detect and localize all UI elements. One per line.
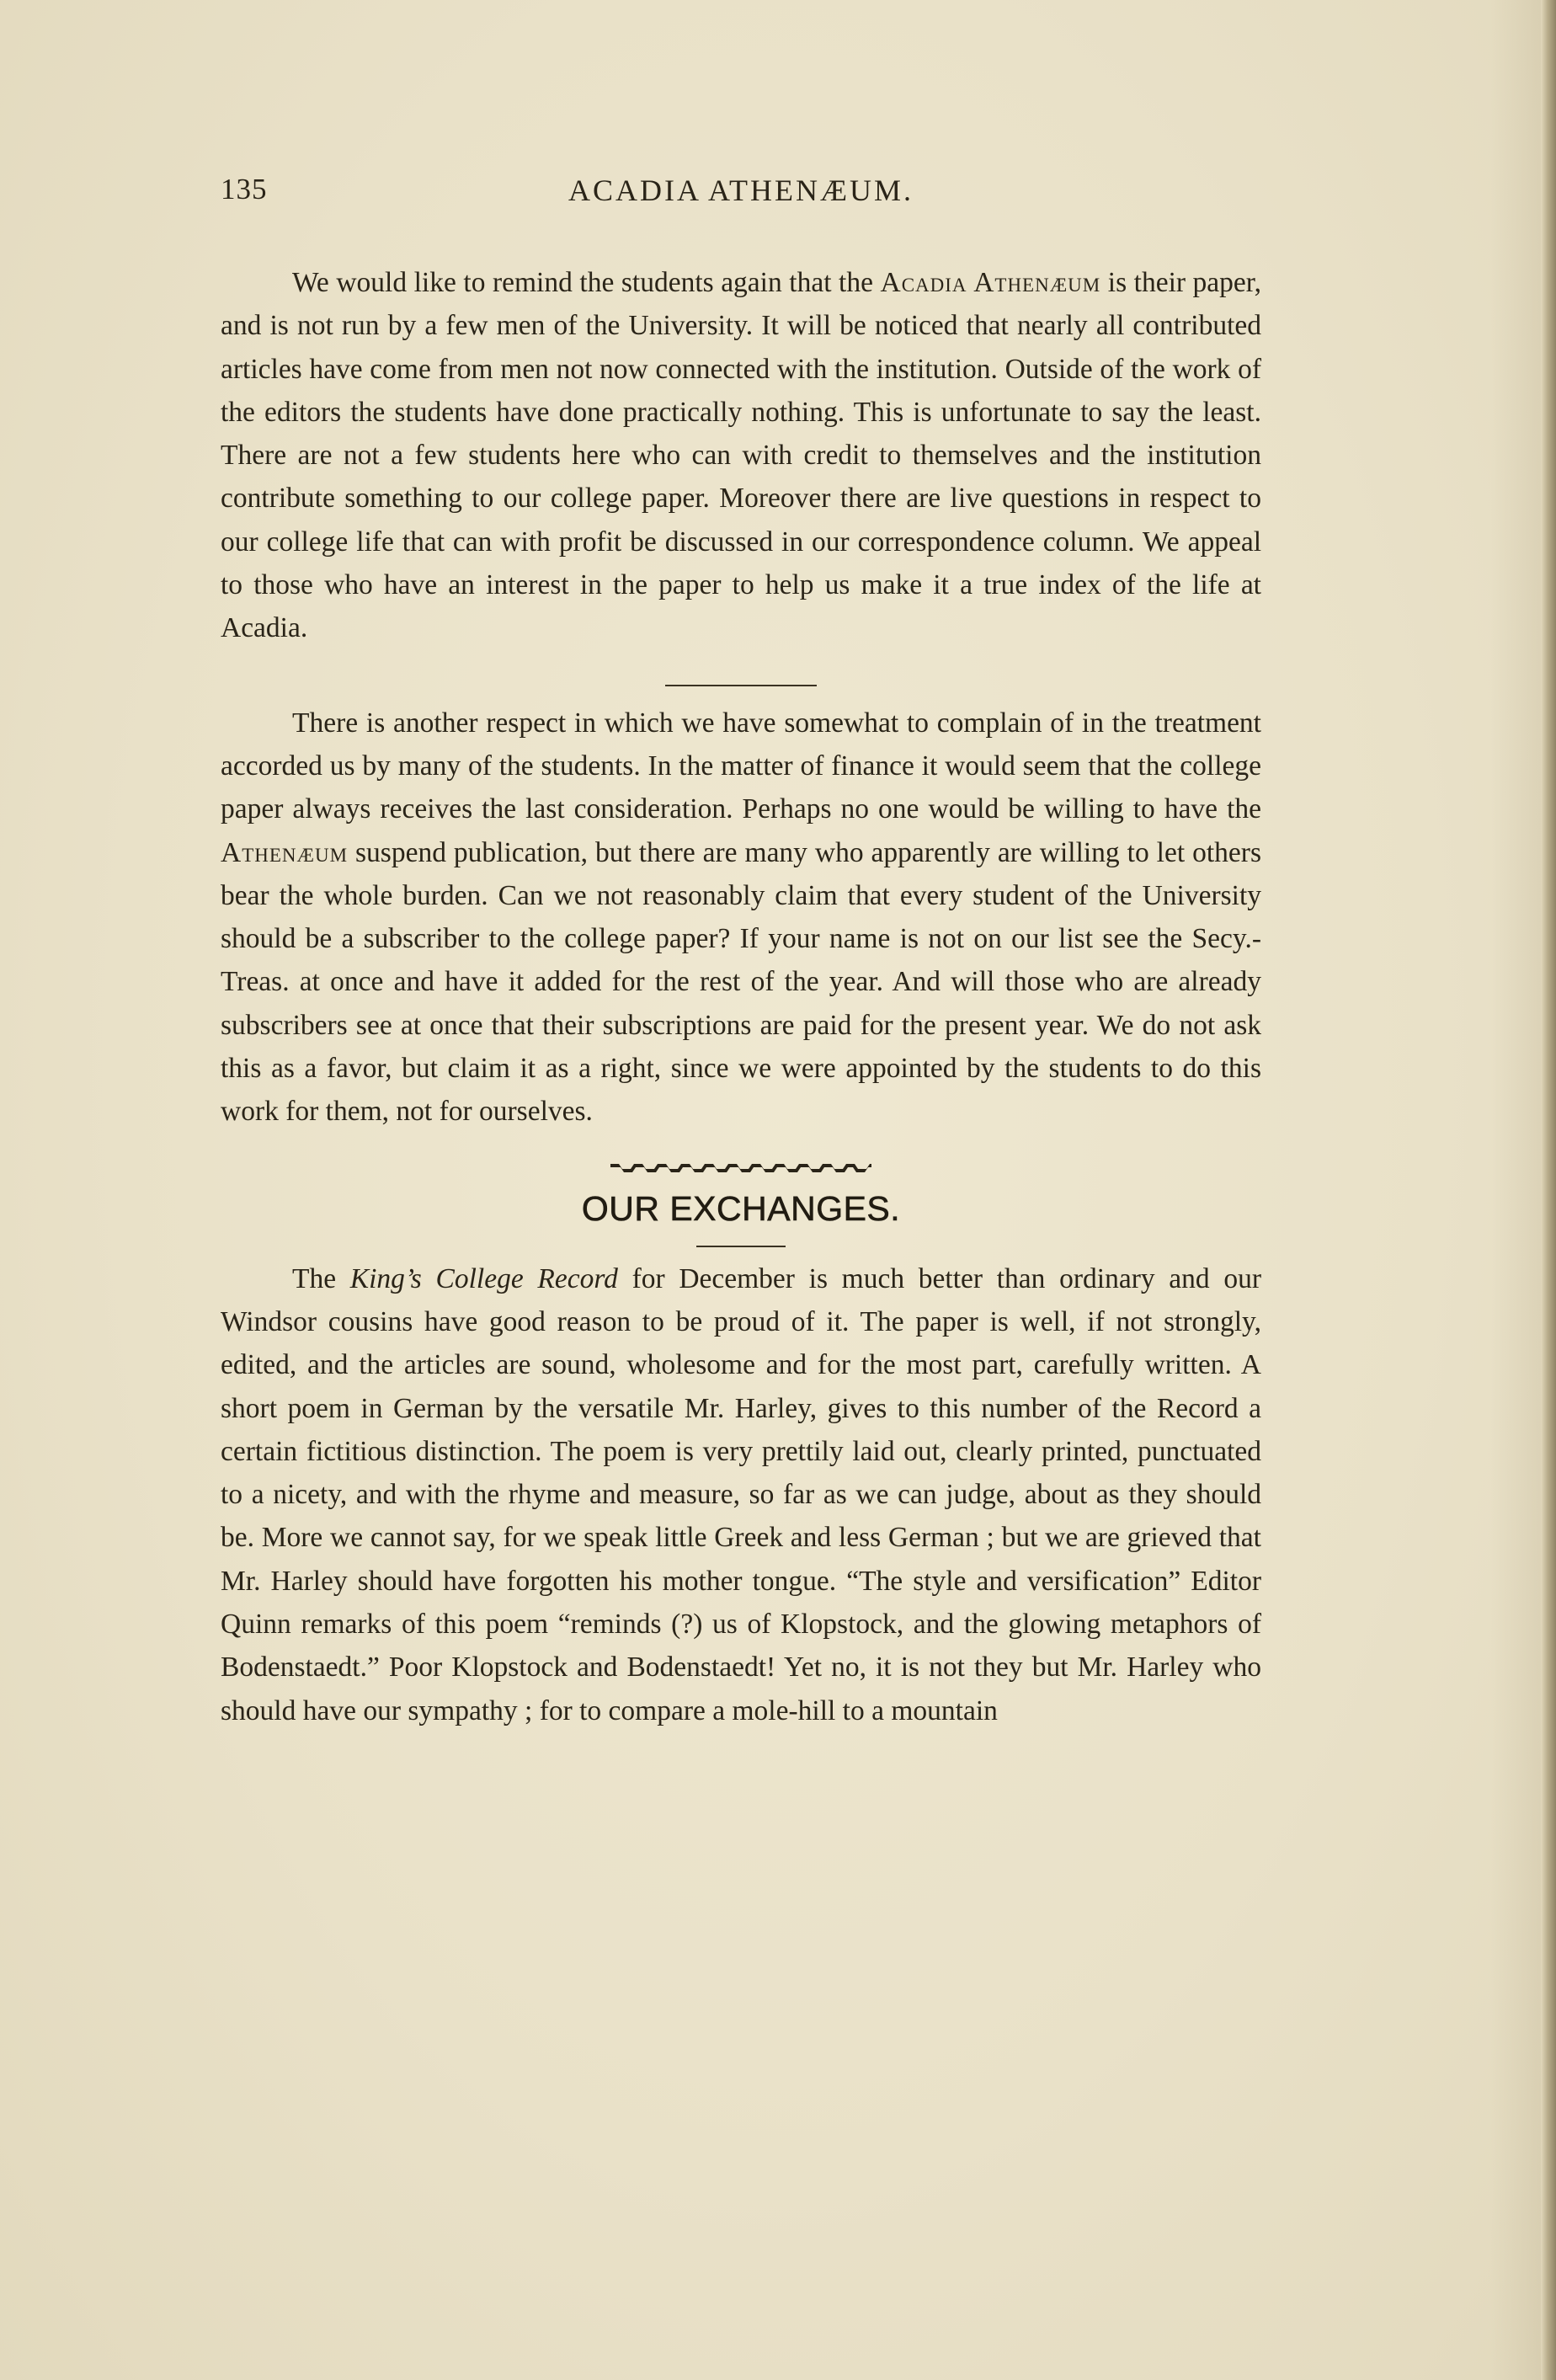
paragraph-text: The <box>292 1262 350 1294</box>
journal-title: King’s College Record <box>349 1262 618 1294</box>
paragraph-students-paper <box>221 261 1261 650</box>
paper-name: Acadia Athenæum <box>880 267 1101 298</box>
paragraph-text: is their paper, and is not run by a few men of the University. It will be noticed that nearly all contributed articles have come from men not now connected with the institution. Outside of the work of the editors the students have done practically nothing. This is unfortunate to say the least. There are not a few students here who can with credit to themselves and the institution contribute something to our college paper. Moreover there are live questions in respect to our college life that can with profit be discussed in our correspondence column. We appeal to those who have an interest in the paper to help us make it a true index of the life at Acadia. <box>221 267 1261 644</box>
ornamental-divider <box>221 1159 1261 1176</box>
page-edge-shadow <box>1490 0 1541 2380</box>
page-number: 135 <box>221 173 268 205</box>
page-edge <box>1541 0 1556 2380</box>
paragraph-text: We would like to remind the students again that the <box>292 267 881 298</box>
running-title: ACADIA ATHENÆUM. <box>568 173 914 207</box>
page-header <box>221 173 1261 223</box>
paragraph-text: There is another respect in which we have somewhat to complain of in the treatment accorded us by many of the students. In the matter of finance it would seem that the college paper always receives the last consideration. Perhaps no one would be willing to have the <box>221 707 1261 825</box>
paragraph-finance <box>221 702 1261 1134</box>
paper-name: Athenæum <box>221 836 349 868</box>
paragraph-text: suspend publication, but there are many who apparently are willing to let others bear the whole burden. Can we not reasonably claim that every student of the University should be a subscriber to the college paper? If your name is not on our list see the Secy.-Treas. at once and have it added for the rest of the year. And will those who are already subscribers see at once that their subscriptions are paid for the present year. We do not ask this as a favor, but claim it as a right, since we were appointed by the students to do this work for them, not for ourselves. <box>221 836 1261 1128</box>
section-heading: OUR EXCHANGES. <box>581 1188 901 1228</box>
paragraph-text: for December is much better than ordinary and our Windsor cousins have good reason to be proud of it. The paper is well, if not strongly, edited, and the articles are sound, wholesome and for the most part, carefully written. A short poem in German by the versatile Mr. Harley, gives to this number of the Record a certain fictitious distinction. The poem is very prettily laid out, clearly printed, punctuated to a nicety, and with the rhyme and measure, so far as we can judge, about as they should be. More we cannot say, for we speak little Greek and less German ; but we are grieved that Mr. Harley should have forgotten his mother tongue. “The style and versification” Editor Quinn remarks of this poem “reminds (?) us of Klopstock, and the glowing metaphors of Bodenstaedt.” Poor Klopstock and Bodenstaedt! Yet no, it is not they but Mr. Harley who should have our sympathy ; for to compare a mole-hill to a mountain <box>221 1262 1262 1726</box>
main-text <box>221 261 1261 1732</box>
paragraph-exchanges <box>221 1257 1261 1732</box>
